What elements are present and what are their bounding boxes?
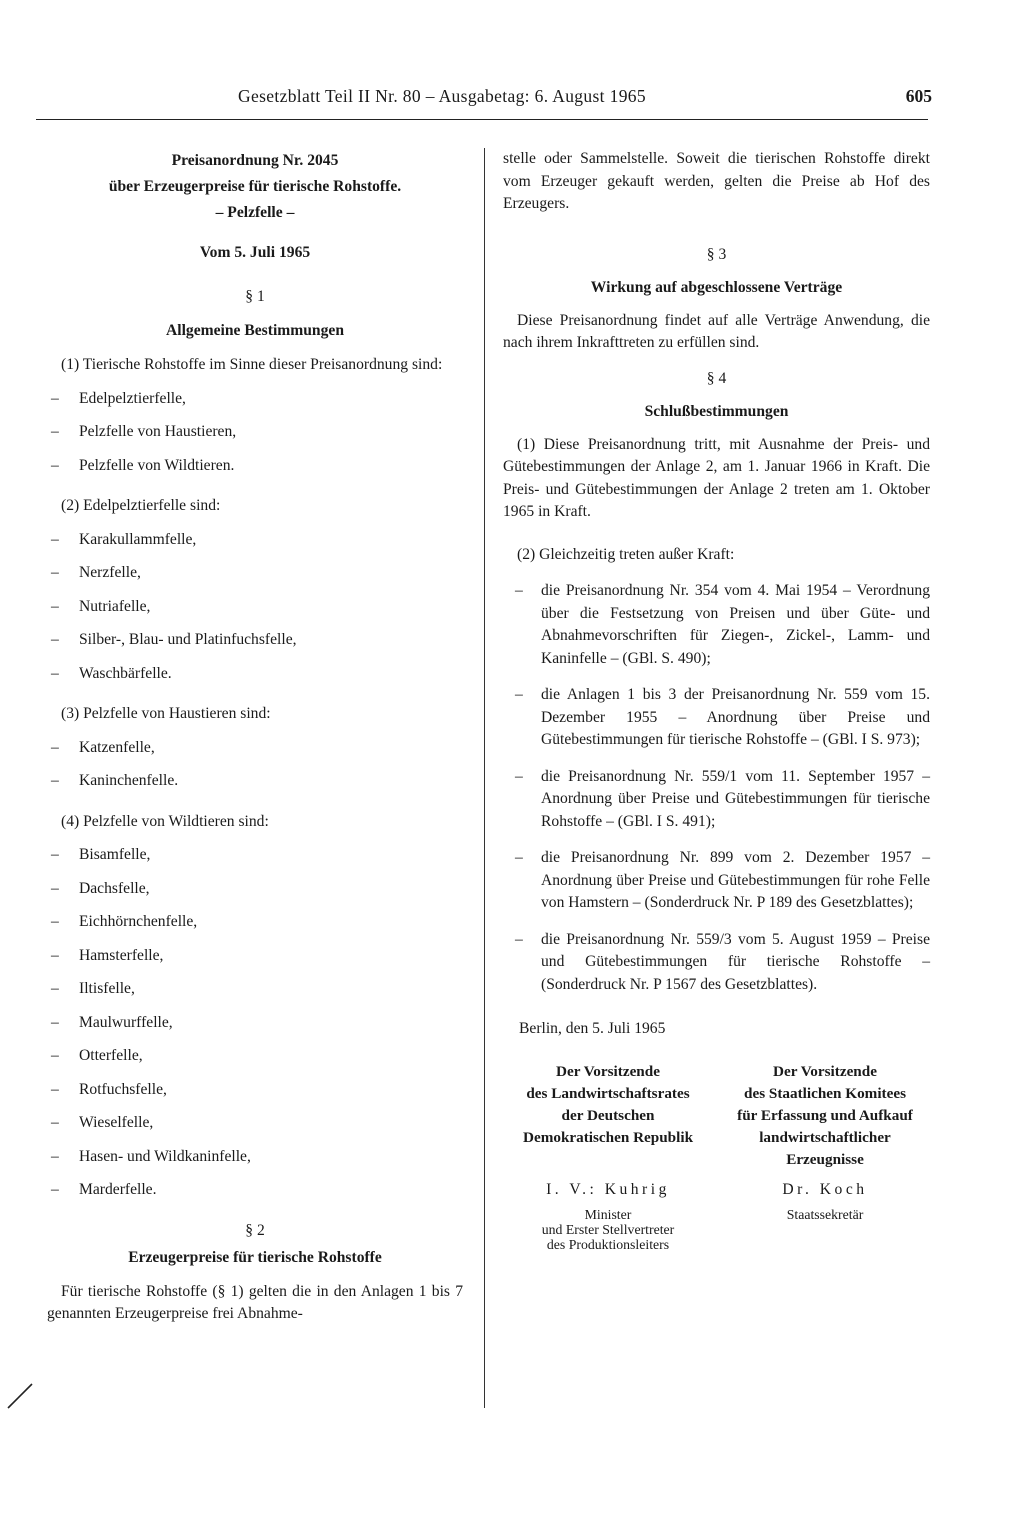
list-item: – Silber-, Blau- und Platinfuchsfelle, [51,631,297,648]
paragraph: (4) Pelzfelle von Wildtieren sind: [61,812,269,830]
pen-mark-slash [6,1380,36,1410]
list-item: – die Preisanordnung Nr. 559/1 vom 11. September 1957 – Anordnung über Preise und Gütebestimmungen für tierische Rohstoffe – (GBl. I S. 491); [515,767,930,830]
office-line: Der Vorsitzende [773,1062,877,1080]
paragraph: (1) Diese Preisanordnung tritt, mit Ausnahme der Preis- und Gütebestimmungen der Anlage 2, am 1. Januar 1966 in Kraft. Die Preis- und Gütebestimmungen der Anlage 2 treten am 1. Oktober 1965 in Kraft. [503,435,930,520]
signatory-left [503,1061,713,1253]
page-number: 605 [905,86,932,106]
signer-name: Dr. Koch [782,1180,868,1198]
page-header [40,86,932,110]
ordinance-title-line: über Erzeugerpreise für tierische Rohstoffe. [108,178,402,195]
list-item: – die Preisanordnung Nr. 559/3 vom 5. August 1959 – Preise und Gütebestimmungen für tierische Rohstoffe – (Sonderdruck Nr. P 1567 des Gesetzblattes). [515,930,930,993]
office-line: Der Vorsitzende [556,1062,660,1080]
ordinance-subtitle: – Pelzfelle – [215,204,295,221]
list-item: – Hamsterfelle, [51,946,164,964]
office-line: landwirtschaftlicher [759,1128,891,1146]
header-rule [36,119,928,120]
list-item: – Nutriafelle, [51,597,151,615]
signer-role: Minister [584,1207,632,1222]
list-item: – Karakullammfelle, [51,530,197,548]
paragraph: (3) Pelzfelle von Haustieren sind: [61,705,271,722]
signatory-right [720,1061,930,1223]
list-item: – die Anlagen 1 bis 3 der Preisanordnung Nr. 559 vom 15. Dezember 1955 – Anordnung über Preise und Gütebestimmungen für tierische Rohstoffe – (GBl. I S. 973); [515,686,930,748]
list-item: – Dachsfelle, [51,879,150,897]
paragraph: Diese Preisanordnung findet auf alle Verträge Anwendung, die nach ihrem Inkrafttreten zu erfüllen sind. [503,311,930,351]
section-number: § 3 [706,245,727,263]
list-item: – Waschbärfelle. [51,664,172,682]
signer-role: und Erster Stellvertreter [541,1222,675,1237]
list-item: – die Preisanordnung Nr. 899 vom 2. Dezember 1957 – Anordnung über Preise und Gütebestimmungen für rohe Felle von Hamstern – (Sonderdruck Nr. P 189 des Gesetzblattes); [515,849,930,911]
paragraph: (2) Gleichzeitig treten außer Kraft: [517,545,735,563]
right-column [503,148,930,1281]
signer-name: I. V.: Kuhrig [546,1180,670,1198]
paragraph-continued: stelle oder Sammelstelle. Soweit die tierischen Rohstoffe direkt vom Erzeuger gekauft werden, gelten die Preise ab Hof des Erzeugers. [503,150,930,212]
list-item: – Maulwurffelle, [51,1013,173,1031]
list-item: – Kaninchenfelle. [51,772,179,789]
office-line: des Staatlichen Komitees [744,1084,906,1102]
list-item: – Iltisfelle, [51,980,135,997]
section-heading: Wirkung auf abgeschlossene Verträge [590,279,843,296]
list-item: – Rotfuchsfelle, [51,1080,167,1098]
list-item: – Eichhörnchenfelle, [51,913,198,930]
place-date: Berlin, den 5. Juli 1965 [519,1020,666,1037]
list-item: – Otterfelle, [51,1047,143,1064]
list-item: – Katzenfelle, [51,738,155,756]
section-number: § 1 [245,288,265,305]
list-item: – Edelpelztierfelle, [51,389,186,407]
list-item: – Nerzfelle, [51,564,141,581]
office-line: Demokratischen Republik [522,1128,694,1146]
section-heading: Allgemeine Bestimmungen [165,321,344,339]
signer-role: des Produktionsleiters [546,1237,670,1252]
left-column [47,148,463,1326]
office-line: für Erfassung und Aufkauf [737,1106,913,1124]
paragraph: (2) Edelpelztierfelle sind: [61,497,221,514]
ordinance-title-line: Preisanordnung Nr. 2045 [171,152,339,169]
paragraph: Für tierische Rohstoffe (§ 1) gelten die in den Anlagen 1 bis 7 genannten Erzeugerpreise frei Abnahme- [47,1282,463,1322]
list-item: – die Preisanordnung Nr. 354 vom 4. Mai 1954 – Verordnung über die Festsetzung von Preisen und über Güte- und Abnahmevorschriften für Ziegen-, Zickel-, Lamm- und Kaninfelle – (GBl. S. 490); [515,582,930,667]
office-line: des Landwirtschaftsrates [526,1084,690,1102]
signer-role: Staatssekretär [786,1207,864,1222]
office-line: Erzeugnisse [786,1150,864,1168]
ordinance-date: Vom 5. Juli 1965 [199,244,311,261]
section-heading: Erzeugerpreise für tierische Rohstoffe [128,1249,382,1266]
list-item: – Marderfelle. [51,1181,157,1198]
list-item: – Pelzfelle von Wildtieren. [51,456,235,474]
running-title: Gesetzblatt Teil II Nr. 80 – Ausgabetag: 6. August 1965 [238,86,646,106]
list-item: – Hasen- und Wildkaninfelle, [51,1147,251,1165]
column-divider [484,148,485,1408]
list-item: – Wieselfelle, [51,1114,154,1131]
section-number: § 2 [245,1221,265,1239]
paragraph: (1) Tierische Rohstoffe im Sinne dieser Preisanordnung sind: [61,356,443,373]
section-heading: Schlußbestimmungen [644,403,789,420]
list-item: – Pelzfelle von Haustieren, [51,423,237,440]
office-line: der Deutschen [561,1106,655,1124]
section-number: § 4 [706,369,727,387]
list-item: – Bisamfelle, [51,846,151,863]
signature-block [503,1061,930,1281]
